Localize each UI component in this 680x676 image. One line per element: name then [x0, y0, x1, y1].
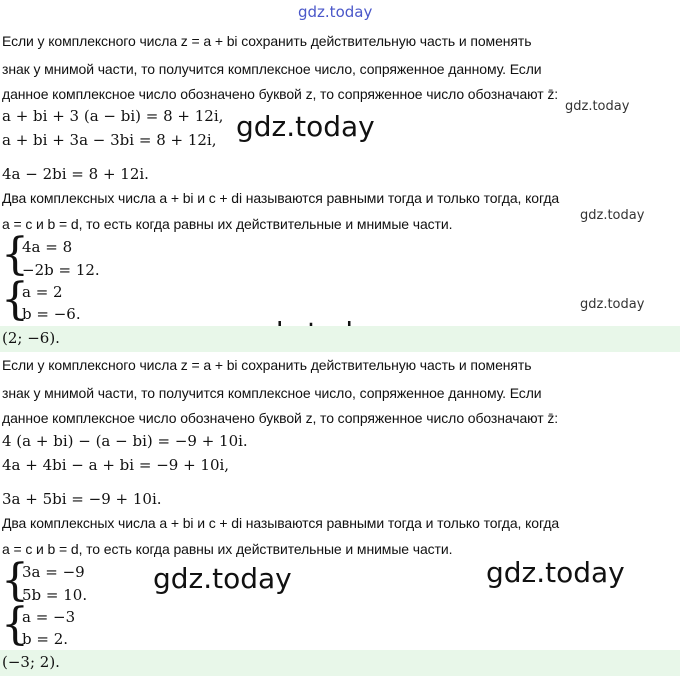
system-equation: 4a = 8: [22, 238, 73, 256]
equation-line: a + bi + 3a − 3bi = 8 + 12i,: [2, 131, 217, 149]
conjugate-rule-line-2: знак у мнимой части, то получится комплексное число, сопряженное данному. Если: [2, 61, 542, 77]
conjugate-rule-line-3: данное комплексное число обозначено буквой z, то сопряженное число обозначают z̄:: [2, 410, 559, 426]
conjugate-rule-line-3: данное комплексное число обозначено буквой z, то сопряженное число обозначают z̄:: [2, 86, 559, 102]
equation-line: 3a + 5bi = −9 + 10i.: [2, 490, 162, 508]
system-equation: a = 2: [22, 283, 63, 301]
system-equation: b = −6.: [22, 305, 81, 323]
system-brace: {: [1, 274, 29, 325]
equality-definition-line-1: Два комплексных числа a + bi и c + di называются равными тогда и только тогда, когда: [2, 515, 560, 531]
watermark-small: gdz.today: [565, 99, 630, 114]
watermark-small: gdz.today: [580, 208, 645, 223]
watermark-large: gdz.today: [486, 556, 625, 589]
system-equation: a = −3: [22, 608, 76, 626]
system-brace: {: [1, 555, 29, 606]
answer-row: [0, 650, 680, 676]
equality-definition-line-1: Два комплексных числа a + bi и c + di называются равными тогда и только тогда, когда: [2, 190, 560, 206]
equation-line: a + bi + 3 (a − bi) = 8 + 12i,: [2, 107, 224, 125]
system-equation: b = 2.: [22, 630, 69, 648]
system-equation: 3a = −9: [22, 563, 85, 581]
watermark-small: gdz.today: [580, 297, 645, 312]
conjugate-rule-line-1: Если у комплексного числа z = a + bi сохранить действительную часть и поменять: [2, 357, 532, 373]
answer-text: (−3; 2).: [2, 653, 60, 671]
equality-definition-line-2: a = c и b = d, то есть когда равны их действительные и мнимые части.: [2, 541, 453, 557]
answer-text: (2; −6).: [2, 329, 60, 347]
conjugate-rule-line-2: знак у мнимой части, то получится комплексное число, сопряженное данному. Если: [2, 385, 542, 401]
equation-line: 4 (a + bi) − (a − bi) = −9 + 10i.: [2, 432, 248, 450]
system-equation: −2b = 12.: [22, 261, 100, 279]
equality-definition-line-2: a = c и b = d, то есть когда равны их действительные и мнимые части.: [2, 216, 453, 232]
answer-row: [0, 326, 680, 352]
system-equation: 5b = 10.: [22, 586, 88, 604]
watermark-large: gdz.today: [236, 110, 375, 143]
equation-line: 4a − 2bi = 8 + 12i.: [2, 165, 149, 183]
equation-line: 4a + 4bi − a + bi = −9 + 10i,: [2, 456, 230, 474]
watermark-large: gdz.today: [153, 562, 292, 595]
system-brace: {: [1, 229, 29, 280]
conjugate-rule-line-1: Если у комплексного числа z = a + bi сохранить действительную часть и поменять: [2, 33, 532, 49]
watermark-top: gdz.today: [298, 3, 373, 21]
system-brace: {: [1, 599, 29, 650]
